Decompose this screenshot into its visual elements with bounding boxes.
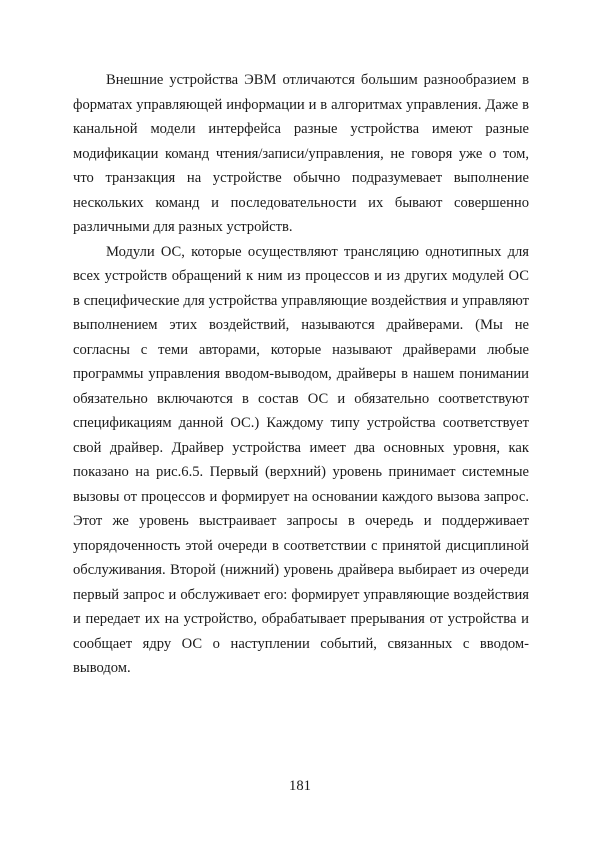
page-body: [73, 68, 529, 681]
paragraph-1: Внешние устройства ЭВМ отличаются большим разнообразием в форматах управляющей информации и в алгоритмах управления. Даже в канальной модели интерфейса разные устройства имеют разные модификации команд чтения/записи/управления, не говоря уже о том, что транзакция на устройстве обычно подразумевает выполнение нескольких команд и последовательности их бывают совершенно различными для разных устройств.: [73, 72, 529, 235]
paragraph-2: Модули ОС, которые осуществляют трансляцию однотипных для всех устройств обращений к ним из процессов и из других модулей ОС в специфические для устройства управляющие воздействия и управляют выполнением этих воздействий, называются драйверами. (Мы не согласны с теми авторами, которые называют драйверами любые программы управления вводом-выводом, драйверы в нашем понимании обязательно включаются в состав ОС и обязательно соответствуют спецификациям данной ОС.) Каждому типу устройства соответствует свой драйвер. Драйвер устройства имеет два основных уровня, как показано на рис.6.5. Первый (верхний) уровень принимает системные вызовы от процессов и формирует на основании каждого вызова запрос. Этот же уровень выстраивает запросы в очередь и поддерживает упорядоченность этой очереди в соответствии с принятой дисциплиной обслуживания. Второй (нижний) уровень драйвера выбирает из очереди первый запрос и обслуживает его: формирует управляющие воздействия и передает их на устройство, обрабатывает прерывания от устройства и сообщает ядру ОС о наступлении событий, связанных с вводом-выводом.: [73, 243, 529, 676]
page-number: 181: [289, 778, 311, 794]
